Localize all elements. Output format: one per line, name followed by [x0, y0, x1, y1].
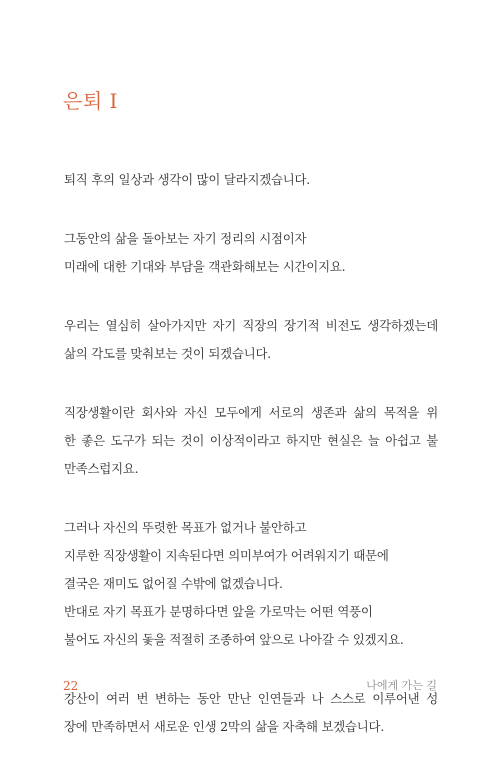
text-line: 강산이 여러 번 변하는 동안 만난 인연들과 나 스스로 이루어낸 성	[64, 691, 438, 706]
text-line: 반대로 자기 목표가 분명하다면 앞을 가로막는 어떤 역풍이	[64, 604, 373, 619]
text-line: 퇴직 후의 일상과 생각이 많이 달라지겠습니다.	[64, 172, 311, 187]
text-line: 직장생활이란 회사와 자신 모두에게 서로의 생존과 삶의 목적을 위	[64, 405, 438, 420]
paragraph	[64, 514, 438, 654]
running-footer-title: 나에게 가는 길	[366, 679, 437, 692]
text-line: 불어도 자신의 돛을 적절히 조종하여 앞으로 나아갈 수 있겠지요.	[64, 632, 404, 647]
paragraph	[64, 312, 438, 368]
chapter-title: 은퇴 I	[63, 89, 118, 114]
text-line: 미래에 대한 기대와 부담을 객관화해보는 시간이지요.	[64, 259, 346, 274]
text-line: 만족스럽지요.	[64, 461, 139, 476]
text-line: 지루한 직장생활이 지속된다면 의미부여가 어려워지기 때문에	[64, 548, 389, 563]
text-line: 결국은 재미도 없어질 수밖에 없겠습니다.	[64, 576, 283, 591]
page-number: 22	[63, 679, 79, 693]
text-line: 한 좋은 도구가 되는 것이 이상적이라고 하지만 현실은 늘 아쉽고 불	[64, 433, 438, 448]
paragraph	[64, 225, 438, 281]
paragraph	[64, 399, 438, 483]
text-line: 우리는 열심히 살아가지만 자기 직장의 장기적 비전도 생각하겠는데	[64, 318, 438, 333]
text-line: 그러나 자신의 뚜렷한 목표가 없거나 불안하고	[64, 520, 307, 535]
text-line: 삶의 각도를 맞춰보는 것이 되겠습니다.	[64, 346, 272, 361]
text-line: 장에 만족하면서 새로운 인생 2막의 삶을 자축해 보겠습니다.	[64, 719, 385, 734]
text-line: 그동안의 삶을 돌아보는 자기 정리의 시점이자	[64, 231, 307, 246]
paragraph	[64, 166, 438, 194]
